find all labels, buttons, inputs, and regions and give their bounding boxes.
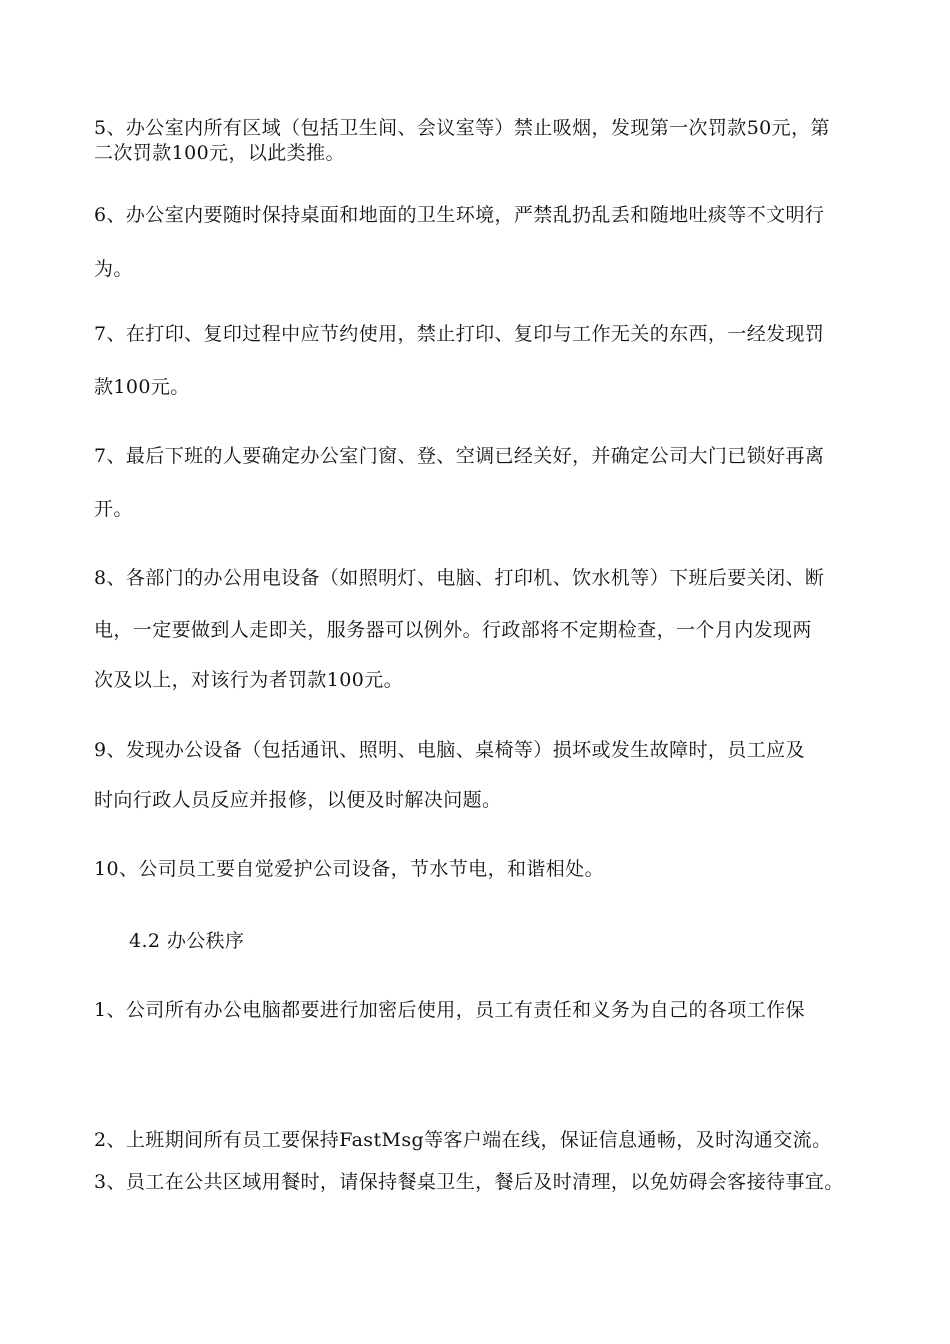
rule-10-line: 10、公司员工要自觉爱护公司设备，节水节电，和谐相处。 (94, 858, 604, 880)
rule-5-line-2: 二次罚款100元，以此类推。 (94, 142, 345, 164)
order-rule-3-line: 3、员工在公共区域用餐时，请保持餐桌卫生，餐后及时清理，以免妨碍会客接待事宜。 (94, 1171, 844, 1193)
rule-8-line-3: 次及以上，对该行为者罚款100元。 (94, 669, 404, 691)
rule-6-line-2: 为。 (94, 258, 133, 280)
rule-9-line-2: 时向行政人员反应并报修，以便及时解决问题。 (94, 789, 502, 811)
order-rule-2-line: 2、上班期间所有员工要保持FastMsg等客户端在线，保证信息通畅，及时沟通交流。 (94, 1129, 832, 1151)
rule-5-line-1: 5、办公室内所有区域（包括卫生间、会议室等）禁止吸烟，发现第一次罚款50元，第 (94, 117, 830, 139)
rule-8-line-2: 电，一定要做到人走即关，服务器可以例外。行政部将不定期检查，一个月内发现两 (94, 619, 812, 641)
rule-7-printing-line-1: 7、在打印、复印过程中应节约使用，禁止打印、复印与工作无关的东西，一经发现罚 (94, 323, 825, 345)
rule-6-line-1: 6、办公室内要随时保持桌面和地面的卫生环境，严禁乱扔乱丢和随地吐痰等不文明行 (94, 204, 825, 226)
rule-8-line-1: 8、各部门的办公用电设备（如照明灯、电脑、打印机、饮水机等）下班后要关闭、断 (94, 567, 825, 589)
rule-9-line-1: 9、发现办公设备（包括通讯、照明、电脑、桌椅等）损坏或发生故障时，员工应及 (94, 739, 805, 761)
rule-7-last-leave-line-1: 7、最后下班的人要确定办公室门窗、登、空调已经关好，并确定公司大门已锁好再离 (94, 445, 825, 467)
section-heading: 4.2 办公秩序 (129, 930, 245, 952)
order-rule-1-line: 1、公司所有办公电脑都要进行加密后使用，员工有责任和义务为自己的各项工作保 (94, 999, 805, 1021)
rule-7-last-leave-line-2: 开。 (94, 498, 133, 520)
rule-7-printing-line-2: 款100元。 (94, 376, 190, 398)
